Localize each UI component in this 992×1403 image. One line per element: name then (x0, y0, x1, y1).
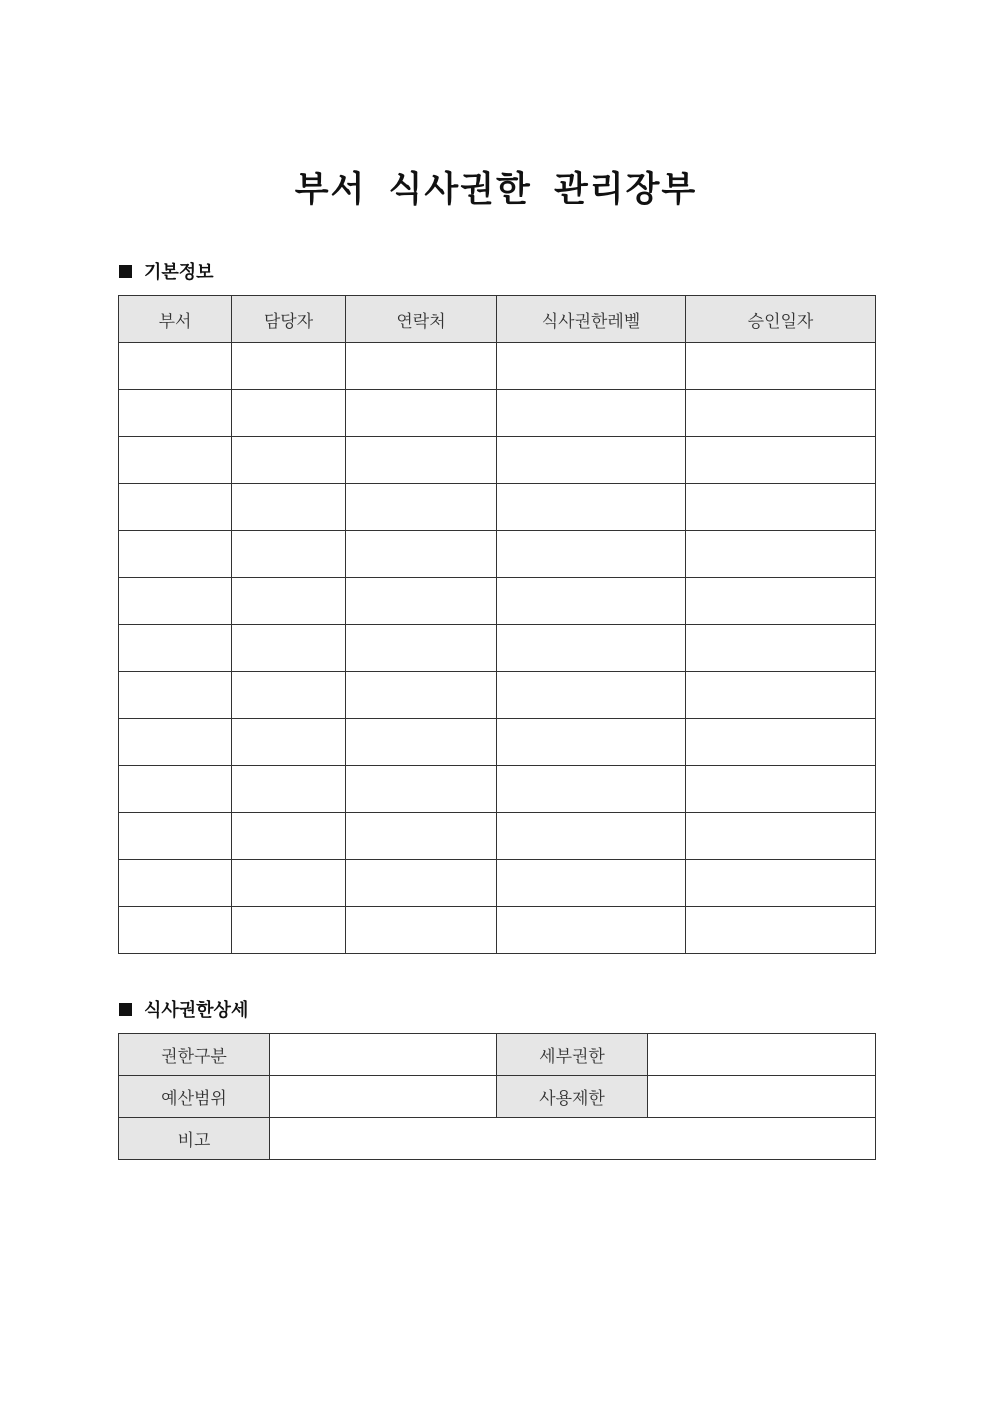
cell-contact[interactable] (346, 766, 497, 813)
cell-manager[interactable] (232, 766, 346, 813)
cell-manager[interactable] (232, 813, 346, 860)
column-header-approval-date: 승인일자 (686, 296, 876, 343)
cell-approval-date[interactable] (686, 578, 876, 625)
cell-contact[interactable] (346, 437, 497, 484)
cell-contact[interactable] (346, 484, 497, 531)
cell-department[interactable] (119, 484, 232, 531)
cell-manager[interactable] (232, 907, 346, 954)
cell-approval-date[interactable] (686, 437, 876, 484)
cell-department[interactable] (119, 343, 232, 390)
table-row (119, 343, 876, 390)
cell-manager[interactable] (232, 390, 346, 437)
table-row (119, 766, 876, 813)
cell-contact[interactable] (346, 860, 497, 907)
cell-manager[interactable] (232, 625, 346, 672)
cell-meal-auth-level[interactable] (497, 390, 686, 437)
cell-meal-auth-level[interactable] (497, 719, 686, 766)
cell-manager[interactable] (232, 343, 346, 390)
remarks-label: 비고 (119, 1118, 270, 1160)
table-row (119, 578, 876, 625)
cell-manager[interactable] (232, 719, 346, 766)
table-row (119, 531, 876, 578)
cell-approval-date[interactable] (686, 390, 876, 437)
cell-meal-auth-level[interactable] (497, 672, 686, 719)
cell-contact[interactable] (346, 390, 497, 437)
detail-auth-label: 세부권한 (497, 1034, 648, 1076)
table-row (119, 907, 876, 954)
cell-approval-date[interactable] (686, 531, 876, 578)
cell-approval-date[interactable] (686, 813, 876, 860)
table-row (119, 1034, 876, 1076)
cell-contact[interactable] (346, 578, 497, 625)
cell-department[interactable] (119, 437, 232, 484)
cell-manager[interactable] (232, 672, 346, 719)
usage-limit-field[interactable] (648, 1076, 876, 1118)
cell-department[interactable] (119, 531, 232, 578)
table-header-row (119, 296, 876, 343)
column-header-contact: 연락처 (346, 296, 497, 343)
basic-info-heading (119, 258, 214, 284)
cell-meal-auth-level[interactable] (497, 484, 686, 531)
remarks-field[interactable] (270, 1118, 876, 1160)
table-row (119, 672, 876, 719)
cell-approval-date[interactable] (686, 719, 876, 766)
cell-contact[interactable] (346, 907, 497, 954)
cell-approval-date[interactable] (686, 860, 876, 907)
cell-meal-auth-level[interactable] (497, 813, 686, 860)
cell-meal-auth-level[interactable] (497, 907, 686, 954)
cell-meal-auth-level[interactable] (497, 437, 686, 484)
cell-contact[interactable] (346, 813, 497, 860)
auth-type-label: 권한구분 (119, 1034, 270, 1076)
cell-approval-date[interactable] (686, 672, 876, 719)
table-row (119, 437, 876, 484)
cell-meal-auth-level[interactable] (497, 578, 686, 625)
table-row (119, 484, 876, 531)
table-row (119, 625, 876, 672)
cell-contact[interactable] (346, 625, 497, 672)
cell-meal-auth-level[interactable] (497, 766, 686, 813)
cell-contact[interactable] (346, 343, 497, 390)
cell-manager[interactable] (232, 531, 346, 578)
cell-manager[interactable] (232, 484, 346, 531)
cell-approval-date[interactable] (686, 484, 876, 531)
meal-auth-detail-heading (119, 996, 248, 1022)
cell-contact[interactable] (346, 672, 497, 719)
cell-department[interactable] (119, 578, 232, 625)
table-row (119, 719, 876, 766)
meal-auth-detail-heading-label: 식사권한상세 (144, 1000, 249, 1021)
column-header-department: 부서 (119, 296, 232, 343)
detail-auth-field[interactable] (648, 1034, 876, 1076)
basic-info-heading-label: 기본정보 (144, 262, 214, 283)
cell-department[interactable] (119, 766, 232, 813)
table-row (119, 390, 876, 437)
cell-department[interactable] (119, 907, 232, 954)
budget-range-field[interactable] (270, 1076, 497, 1118)
square-bullet-icon (119, 1003, 132, 1016)
table-row (119, 1118, 876, 1160)
cell-meal-auth-level[interactable] (497, 625, 686, 672)
cell-approval-date[interactable] (686, 343, 876, 390)
cell-approval-date[interactable] (686, 625, 876, 672)
table-row (119, 813, 876, 860)
cell-department[interactable] (119, 719, 232, 766)
cell-manager[interactable] (232, 437, 346, 484)
cell-approval-date[interactable] (686, 907, 876, 954)
cell-department[interactable] (119, 813, 232, 860)
cell-department[interactable] (119, 672, 232, 719)
cell-meal-auth-level[interactable] (497, 860, 686, 907)
cell-contact[interactable] (346, 719, 497, 766)
budget-range-label: 예산범위 (119, 1076, 270, 1118)
cell-manager[interactable] (232, 578, 346, 625)
cell-manager[interactable] (232, 860, 346, 907)
cell-contact[interactable] (346, 531, 497, 578)
column-header-meal-auth-level: 식사권한레벨 (497, 296, 686, 343)
auth-type-field[interactable] (270, 1034, 497, 1076)
cell-meal-auth-level[interactable] (497, 343, 686, 390)
document-title: 부서 식사권한 관리장부 (294, 170, 698, 210)
cell-approval-date[interactable] (686, 766, 876, 813)
table-row (119, 1076, 876, 1118)
cell-department[interactable] (119, 625, 232, 672)
table-row (119, 860, 876, 907)
cell-department[interactable] (119, 860, 232, 907)
basic-info-table-body (119, 343, 876, 954)
meal-auth-detail-table (118, 1033, 876, 1160)
square-bullet-icon (119, 265, 132, 278)
basic-info-table (118, 295, 876, 954)
cell-meal-auth-level[interactable] (497, 531, 686, 578)
column-header-manager: 담당자 (232, 296, 346, 343)
cell-department[interactable] (119, 390, 232, 437)
usage-limit-label: 사용제한 (497, 1076, 648, 1118)
